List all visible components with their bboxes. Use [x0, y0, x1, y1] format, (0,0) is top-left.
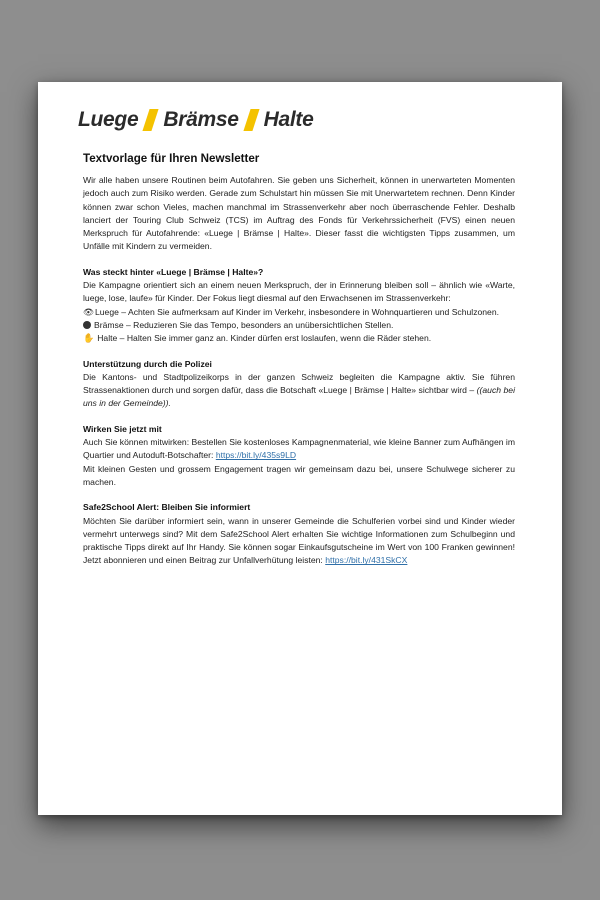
- section-text-main: Möchten Sie darüber informiert sein, wann in unserer Gemeinde die Schulferien vorbei sind und Kinder wieder vermehrt unterwegs sind? Mit dem Safe2School Alert erhalten Sie wichtige Informationen zum Schulbeginn und praktische Tipps direkt auf Ihr Handy. Sie können sogar Einkaufsgutscheine im Wert von 100 Franken gewinnen! Jetzt abonnieren und einen Beitrag zur Unfallverhütung leisten:: [83, 515, 515, 566]
- bullet-braemse: [83, 319, 515, 332]
- bullet-luege: [83, 306, 515, 319]
- campaign-logo: [78, 106, 313, 134]
- document-content: [83, 152, 515, 580]
- section-heading: Was steckt hinter «Luege | Brämse | Halte»?: [83, 266, 264, 277]
- section-text: [83, 515, 515, 568]
- section-text-main: Die Kantons- und Stadtpolizeikorps in der ganzen Schweiz begleiten die Kampagne aktiv. Sie führen Strassenaktionen durch und sorgen dafür, dass die Botschaft «Luege | Brämse | Halte» sichtbar wird –: [83, 371, 515, 396]
- section-safe2school: [83, 501, 515, 567]
- section-participate: [83, 423, 515, 489]
- section-heading: Safe2School Alert: Bleiben Sie informiert: [83, 502, 251, 513]
- section-heading: Unterstützung durch die Polizei: [83, 358, 212, 369]
- document-title: Textvorlage für Ihren Newsletter: [83, 152, 260, 165]
- document-page: [38, 82, 562, 815]
- intro-text: Wir alle haben unsere Routinen beim Autofahren. Sie geben uns Sicherheit, können in unerwarteten Momenten jedoch auch zum Risiko werden. Gerade zum Schulstart hin müssen Sie mit Unerwartetem rechnen. Denn Kinder können zwar schon Vieles, machen manchmal im Strassenverkehr aber noch überraschende Fehler. Deshalb lanciert der Touring Club Schweiz (TCS) im Auftrag des Fonds für Verkehrssicherheit (FVS) einen neuen Merkspruch für Autofahrende: «Luege | Brämse | Halte». Dieser fasst die wichtigsten Tipps zusammen, um Unfälle mit Kindern zu vermeiden.: [83, 175, 515, 252]
- section-text: [83, 436, 515, 463]
- bullet-text: Halte – Halten Sie immer ganz an. Kinder dürfen erst loslaufen, wenn die Räder stehen.: [97, 333, 432, 344]
- section-police: [83, 358, 515, 411]
- section-text: [83, 371, 515, 411]
- material-order-link[interactable]: https://bit.ly/435s9LD: [215, 450, 297, 461]
- logo-slash-icon: [243, 109, 259, 131]
- bullet-text: Brämse – Reduzieren Sie das Tempo, besonders an unübersichtlichen Stellen.: [94, 319, 394, 330]
- logo-slash-icon: [143, 109, 159, 131]
- bullet-halte: [83, 332, 515, 345]
- section-text: Die Kampagne orientiert sich an einem neuen Merkspruch, der in Erinnerung bleiben soll – ähnlich wie «Warte, luege, lose, laufe» für Kinder. Der Fokus liegt diesmal auf den Erwachsenen im Strassenverkehr:: [83, 280, 515, 304]
- section-text-main: Auch Sie können mitwirken: Bestellen Sie kostenloses Kampagnenmaterial, wie kleine Banner zum Aufhängen im Quartier und Autoduft-Botschafter:: [83, 437, 515, 461]
- safe2school-link[interactable]: https://bit.ly/431SkCX: [325, 555, 408, 566]
- section-what: [83, 266, 515, 346]
- eye-icon: 👁: [83, 306, 94, 317]
- hand-icon: ✋: [83, 333, 95, 344]
- logo-word-halte: Halte: [263, 108, 314, 131]
- logo-word-luege: Luege: [78, 108, 139, 131]
- intro-paragraph: [83, 174, 515, 254]
- bullet-text: Luege – Achten Sie aufmerksam auf Kinder im Verkehr, insbesondere in Wohnquartieren und Schulzonen.: [95, 306, 499, 317]
- section-note: ((auch bei uns in der Gemeinde)).: [83, 385, 515, 409]
- section-heading: Wirken Sie jetzt mit: [83, 423, 162, 434]
- logo-word-braemse: Brämse: [163, 108, 239, 131]
- stop-icon: [83, 321, 91, 329]
- section-text-closing: Mit kleinen Gesten und grossem Engagement tragen wir gemeinsam dazu bei, unsere Schulwege sicherer zu machen.: [83, 463, 515, 487]
